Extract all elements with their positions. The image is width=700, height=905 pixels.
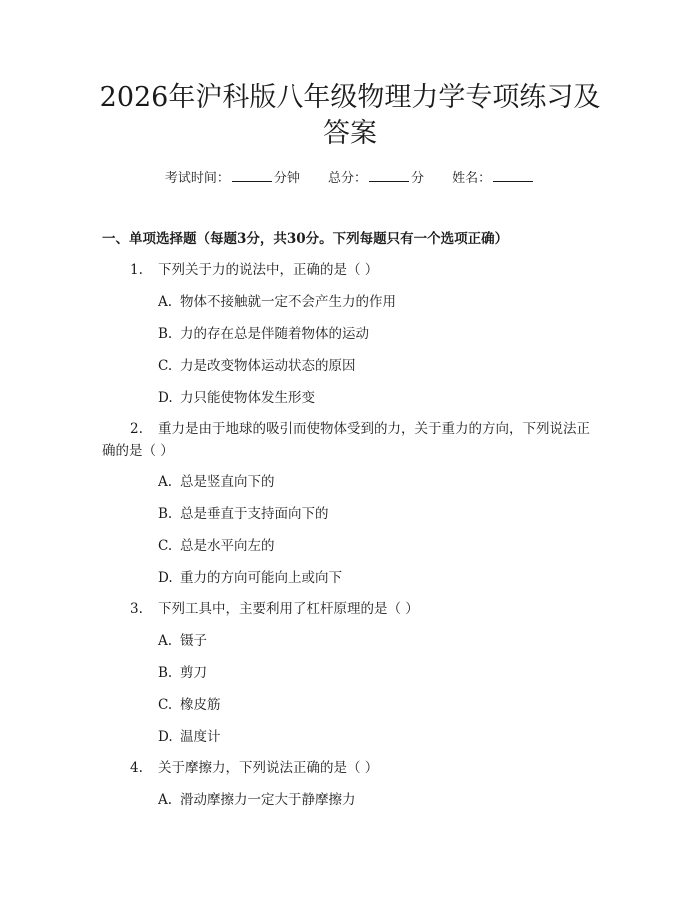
question-2-option-c [158,537,275,555]
option-letter: A. [158,633,173,649]
option-text: 力的存在总是伴随着物体的运动 [180,326,369,342]
question-1 [102,259,602,281]
option-text: 橡皮筋 [180,697,221,713]
question-2-option-d [158,569,342,587]
question-4-option-a [158,791,356,809]
option-text: 剪刀 [180,665,207,681]
question-text: 关于摩擦力，下列说法正确的是（ ） [158,760,379,776]
option-text: 镊子 [180,633,207,649]
question-3-option-d [158,728,221,746]
total-score-unit: 分 [411,171,425,186]
question-2-option-b [158,505,329,523]
exam-time-blank [232,169,272,182]
option-text: 重力的方向可能向上或向下 [180,570,342,586]
option-letter: D. [158,729,173,745]
option-letter: D. [158,390,173,406]
option-text: 温度计 [180,729,221,745]
question-number: 1. [130,262,143,278]
option-letter: B. [158,326,173,342]
option-letter: A. [158,792,173,808]
option-text: 总是垂直于支持面向下的 [180,506,329,522]
option-letter: A. [158,474,173,490]
question-1-option-a [158,293,396,311]
option-text: 滑动摩擦力一定大于静摩擦力 [180,792,356,808]
question-1-option-c [158,357,356,375]
option-letter: B. [158,665,173,681]
question-3 [102,598,602,620]
question-3-option-b [158,664,207,682]
question-4 [102,757,602,779]
option-text: 总是竖直向下的 [180,474,275,490]
option-letter: C. [158,358,173,374]
question-1-option-b [158,325,369,343]
question-text: 重力是由于地球的吸引而使物体受到的力，关于重力的方向，下列说法正确的是（ ） [102,421,590,459]
option-letter: C. [158,697,173,713]
question-text: 下列关于力的说法中，正确的是（ ） [158,262,379,278]
question-3-option-c [158,696,221,714]
question-2-option-a [158,473,275,491]
exam-time-label: 考试时间： [164,171,230,186]
option-letter: C. [158,538,173,554]
option-text: 力是改变物体运动状态的原因 [180,358,356,374]
question-number: 4. [130,760,143,776]
student-name-label: 姓名： [452,171,492,186]
question-number: 3. [130,601,143,617]
exam-info-line [0,169,700,188]
option-letter: A. [158,294,173,310]
question-text: 下列工具中，主要利用了杠杆原理的是（ ） [158,601,419,617]
student-name-field [452,169,535,188]
exam-time-field [165,169,300,188]
page-title: 2026年沪科版八年级物理力学专项练习及答案 [99,82,601,149]
option-text: 总是水平向左的 [180,538,275,554]
option-text: 物体不接触就一定不会产生力的作用 [180,294,396,310]
option-letter: D. [158,570,173,586]
exam-time-unit: 分钟 [273,171,300,186]
section-heading: 一、单项选择题（每题3分，共30分。下列每题只有一个选项正确） [102,231,509,247]
question-2 [102,418,602,462]
total-score-field [328,169,424,188]
option-letter: B. [158,506,173,522]
question-1-option-d [158,389,315,407]
student-name-blank [493,169,533,182]
question-number: 2. [130,421,143,437]
option-text: 力只能使物体发生形变 [180,390,315,406]
question-3-option-a [158,632,207,650]
total-score-label: 总分： [327,171,367,186]
total-score-blank [369,169,409,182]
